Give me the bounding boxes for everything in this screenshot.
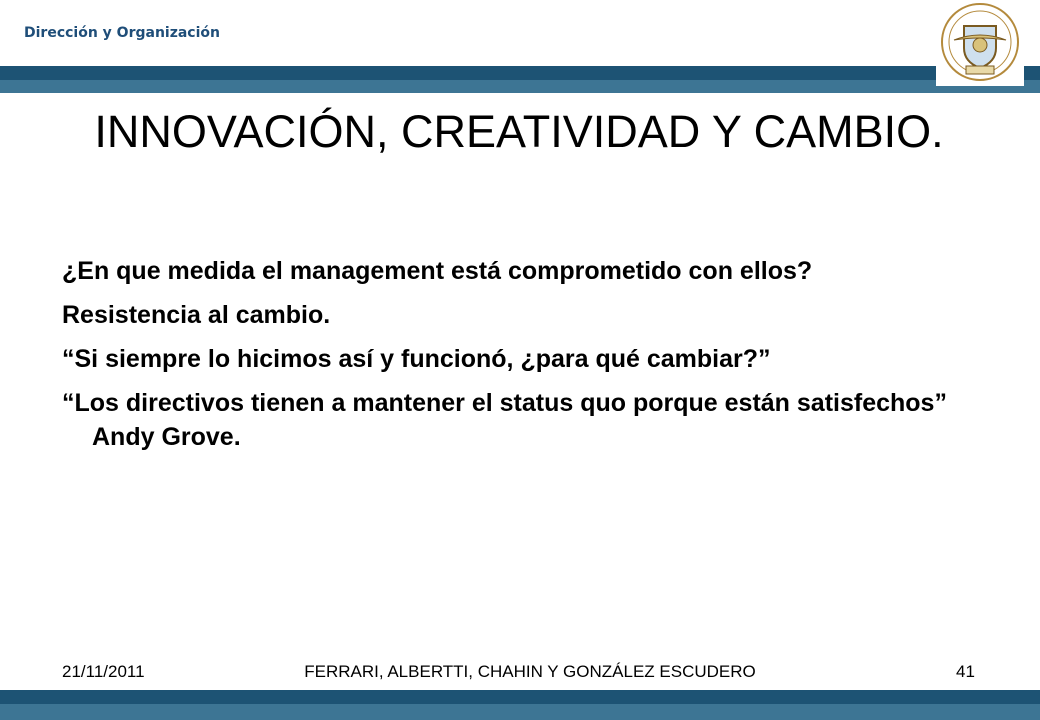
bottom-band-accent: [0, 704, 1040, 720]
bullet-item: “Los directivos tienen a mantener el status quo porque están satisfechos” Andy Grove.: [62, 389, 947, 451]
footer-date: 21/11/2011: [62, 662, 145, 681]
bottom-band: [0, 690, 1040, 704]
bullet-item: ¿En que medida el management está comprometido con ellos?: [62, 257, 813, 285]
bullet-list: [62, 254, 1002, 464]
slide-title: INNOVACIÓN, CREATIVIDAD Y CAMBIO.: [94, 106, 944, 157]
top-band-accent: [0, 80, 1040, 93]
crest-logo: [936, 0, 1024, 86]
header-label: Dirección y Organización: [24, 25, 220, 41]
page-number: 41: [956, 662, 975, 681]
bullet-item: Resistencia al cambio.: [62, 301, 331, 329]
top-band: [0, 66, 1040, 80]
footer-authors: FERRARI, ALBERTTI, CHAHIN Y GONZÁLEZ ESCUDERO: [304, 662, 756, 681]
bullet-item: “Si siempre lo hicimos así y funcionó, ¿para qué cambiar?”: [62, 345, 771, 373]
